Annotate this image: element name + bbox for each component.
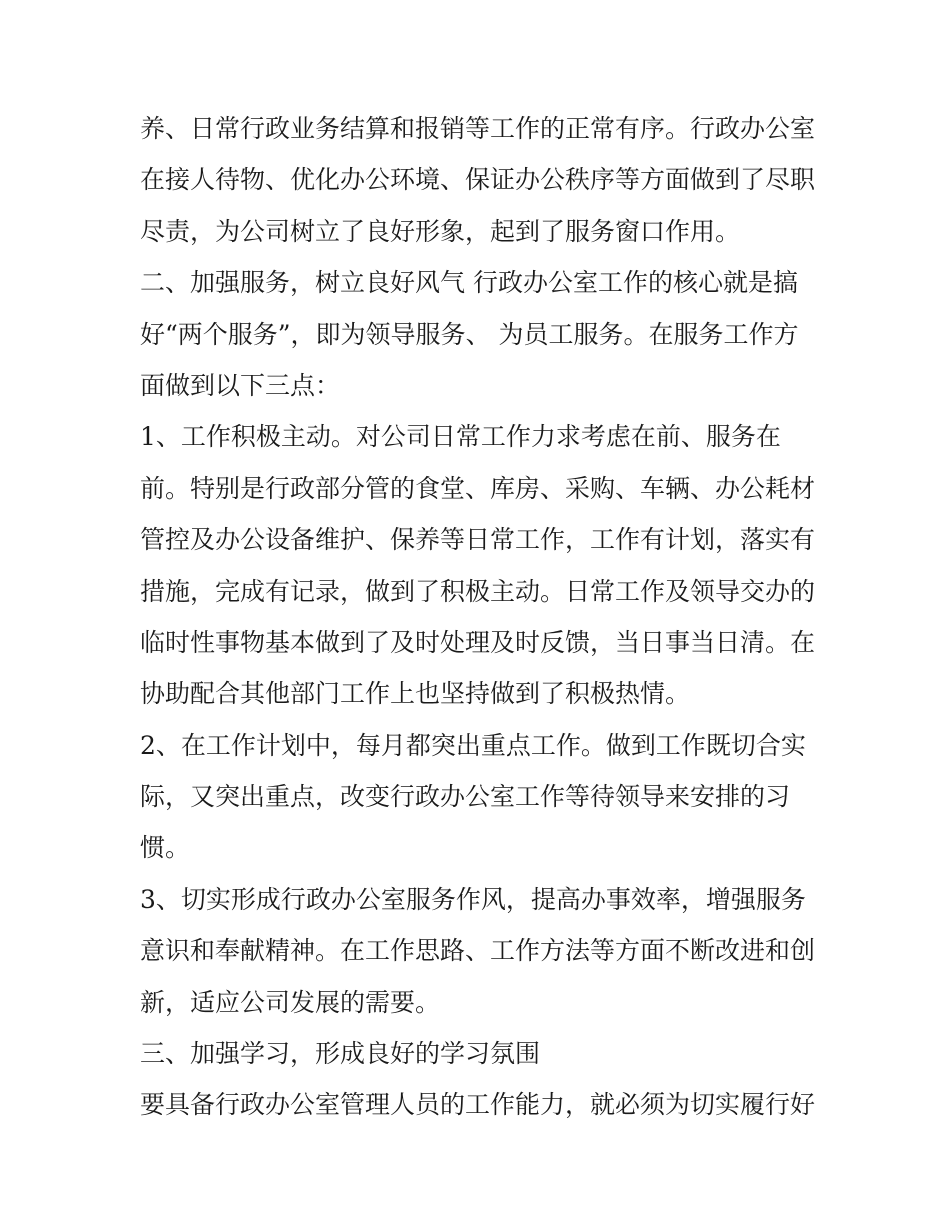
text-line: 协助配合其他部门工作上也坚持做到了积极热情。 xyxy=(140,679,691,709)
text-line: 尽责，为公司树立了良好形象，起到了服务窗口作用。 xyxy=(140,216,741,246)
text-line: 临时性事物基本做到了及时处理及时反馈，当日事当日清。在 xyxy=(140,627,816,657)
document-body xyxy=(140,103,820,1131)
text-line: 在接人待物、优化办公环境、保证办公秩序等方面做到了尽职 xyxy=(140,165,816,195)
text-line: 意识和奉献精神。在工作思路、工作方法等方面不断改进和创 xyxy=(140,936,816,966)
text-line: 前。特别是行政部分管的食堂、库房、采购、车辆、办公耗材 xyxy=(140,473,816,503)
text-line: 管控及办公设备维护、保养等日常工作，工作有计划，落实有 xyxy=(140,525,816,555)
text-line: 惯。 xyxy=(140,833,191,863)
text-line: 要具备行政办公室管理人员的工作能力，就必须为切实履行好 xyxy=(140,1090,816,1120)
text-line: 新，适应公司发展的需要。 xyxy=(140,987,441,1017)
text-line: 际，又突出重点，改变行政办公室工作等待领导来安排的习 xyxy=(140,782,791,812)
text-line: 面做到以下三点： xyxy=(140,370,341,400)
list-item-line: 2、在工作计划中，每月都突出重点工作。做到工作既切合实 xyxy=(140,730,806,760)
text-line: 养、日常行政业务结算和报销等工作的正常有序。行政办公室 xyxy=(140,114,816,143)
text-line: 措施，完成有记录，做到了积极主动。日常工作及领导交办的 xyxy=(140,576,816,606)
list-item-line: 1、工作积极主动。对公司日常工作力求考虑在前、服务在 xyxy=(140,422,781,452)
text-line: 好“两个服务”，即为领导服务、 为员工服务。在服务工作方 xyxy=(140,319,799,349)
section-heading-line: 三、加强学习，形成良好的学习氛围 xyxy=(140,1039,541,1069)
section-heading-line: 二、加强服务，树立良好风气 行政办公室工作的核心就是搞 xyxy=(140,268,798,298)
list-item-line: 3、切实形成行政办公室服务作风，提高办事效率，增强服务 xyxy=(140,884,806,914)
